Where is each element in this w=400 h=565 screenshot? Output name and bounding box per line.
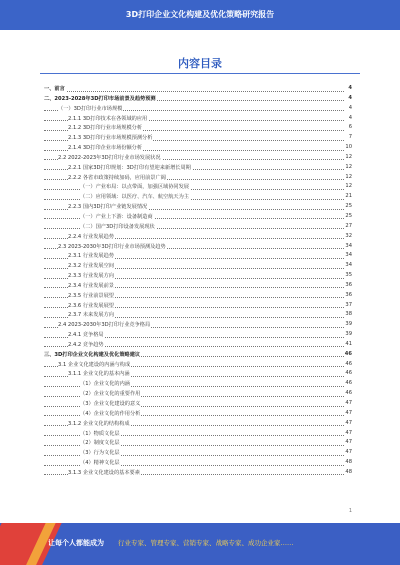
toc-entry-page: 34 [345, 242, 352, 249]
toc-entry-page: 46 [345, 380, 352, 387]
toc-entry-text: 2.2.4 行业发展趋势 [68, 233, 114, 240]
toc-entry-text: 2.3.1 行业发展趋势 [68, 253, 114, 260]
toc-entry[interactable] [44, 409, 352, 419]
toc-entry-page: 46 [345, 370, 352, 377]
toc-entry-page: 38 [345, 311, 352, 318]
toc-entry-text: 三、3D打印企业文化构建及优化策略建议 [44, 351, 141, 358]
toc-entry[interactable] [44, 281, 352, 291]
page-number: 1 [348, 508, 352, 514]
toc-entry-text: （二）国产3D打印设备发展现状 [80, 223, 155, 230]
toc-entry-text: 一、前言 [44, 86, 65, 92]
toc-entry-page: 47 [345, 449, 352, 456]
toc-entry[interactable] [44, 271, 352, 281]
toc-entry-text: （1）企业文化的内涵 [80, 381, 130, 388]
toc-entry-page: 32 [345, 232, 352, 239]
table-of-contents [44, 84, 352, 478]
toc-entry[interactable] [44, 340, 352, 350]
toc-entry[interactable] [44, 153, 352, 163]
toc-entry-text: 3.1 企业文化建设的内涵与构成 [58, 361, 131, 368]
toc-entry[interactable] [44, 104, 352, 114]
toc-entry-text: 2.1.1 3D打印技术在各领域的应用 [68, 115, 148, 122]
toc-entry-page: 47 [345, 439, 352, 446]
toc-entry[interactable] [44, 94, 352, 104]
toc-entry-page: 37 [345, 301, 352, 308]
toc-entry-text: 3.1.2 企业文化的结构构成 [68, 420, 130, 427]
toc-entry-page: 47 [345, 400, 352, 406]
toc-entry-text: 2.3.5 行业前景展望 [68, 292, 114, 299]
toc-entry-text: （3）企业文化建设的意义 [80, 401, 141, 407]
toc-entry-text: （一）产业布局：以点带面，加强区域协同发展 [80, 184, 189, 191]
toc-entry-page: 35 [345, 272, 352, 279]
toc-entry-text: （一）3D打印行业市场规模 [58, 105, 123, 112]
toc-entry-text: （4）企业文化的作用分析 [80, 410, 141, 417]
toc-entry-text: 2.3.7 未来发展方向 [68, 312, 114, 319]
toc-entry-page: 46 [345, 390, 352, 397]
toc-entry[interactable] [44, 458, 352, 468]
toc-leader-dots [44, 91, 344, 92]
toc-entry-text: 2.1.4 3D打印企业市场份额分析 [68, 145, 143, 152]
toc-entry-text: 二、2023-2028年3D打印市场前景及趋势预测 [44, 95, 156, 102]
toc-entry-text: 2.3.2 行业发展空间 [68, 263, 114, 270]
toc-entry[interactable] [44, 192, 352, 202]
toc-entry[interactable] [44, 320, 352, 330]
toc-entry-page: 27 [345, 222, 352, 229]
footer-banner [0, 523, 400, 565]
toc-entry-page: 47 [345, 429, 352, 436]
toc-entry-page: 4 [348, 85, 352, 91]
toc-entry[interactable] [44, 123, 352, 133]
toc-entry-text: 2.4.1 竞争格局 [68, 332, 104, 339]
toc-entry-page: 7 [348, 134, 352, 141]
toc-entry[interactable] [44, 448, 352, 458]
toc-entry[interactable] [44, 242, 352, 252]
toc-entry-text: 2.2 2022-2023年3D打印行业市场发展状况 [58, 154, 161, 161]
toc-entry-text: （3）行为文化层 [80, 450, 120, 457]
toc-entry-page: 4 [348, 114, 352, 121]
toc-entry-text: 2.1.2 3D打印行业市场规模分析 [68, 125, 143, 132]
toc-entry-page: 46 [345, 360, 352, 367]
toc-entry[interactable] [44, 379, 352, 389]
toc-entry[interactable] [44, 251, 352, 261]
toc-entry-text: 2.3.4 行业发展前景 [68, 282, 114, 289]
toc-entry-page: 46 [344, 350, 352, 357]
toc-entry-text: 2.2.1 国家3D打印规划：3D打印有望迎来新增长周期 [68, 164, 191, 171]
toc-entry-text: 2.3.3 行业发展方向 [68, 273, 114, 280]
toc-entry[interactable] [44, 232, 352, 242]
toc-entry-text: （二）应用领域：以医疗、汽车、航空航天为主 [80, 194, 189, 201]
toc-entry-page: 39 [345, 331, 352, 338]
report-header [0, 0, 400, 30]
toc-entry[interactable] [44, 222, 352, 232]
toc-entry[interactable] [44, 202, 352, 212]
toc-entry-page: 34 [345, 252, 352, 259]
toc-entry-text: 2.3.6 行业发展展望 [68, 302, 114, 309]
toc-entry-page: 39 [345, 321, 352, 328]
toc-entry-page: 25 [345, 203, 352, 210]
toc-entry[interactable] [44, 310, 352, 320]
toc-title: 内容目录 [178, 57, 222, 70]
toc-entry-text: （4）精神文化层 [80, 460, 120, 467]
footer-slogan: 让每个人都能成为 [48, 539, 104, 547]
toc-entry-text: 2.1.3 3D打印行业市场规模预测分析 [68, 135, 153, 142]
title-divider [40, 73, 360, 74]
toc-entry-text: （一）产业上下游：设备制造商 [80, 213, 153, 220]
toc-entry-page: 6 [348, 124, 352, 131]
report-title: 3D打印企业文化构建及优化策略研究报告 [125, 10, 275, 19]
toc-entry[interactable] [44, 163, 352, 173]
toc-entry-text: （2）企业文化的重要作用 [80, 391, 141, 398]
toc-entry[interactable] [44, 330, 352, 340]
toc-entry-text: 2.3 2023-2030年3D打印行业市场预测及趋势 [58, 243, 166, 250]
toc-entry[interactable] [44, 182, 352, 192]
toc-entry-page: 47 [345, 419, 352, 426]
toc-entry-text: （1）物质文化层 [80, 430, 120, 437]
toc-entry-page: 34 [345, 262, 352, 269]
toc-entry[interactable] [44, 468, 352, 478]
toc-entry[interactable] [44, 114, 352, 124]
toc-entry-page: 48 [345, 459, 352, 466]
toc-entry-page: 48 [345, 468, 352, 475]
toc-entry-page: 36 [345, 281, 352, 288]
toc-entry-text: （2）制度文化层 [80, 440, 120, 447]
toc-entry-page: 4 [348, 94, 352, 101]
toc-entry[interactable] [44, 212, 352, 222]
toc-entry[interactable] [44, 399, 352, 409]
toc-entry[interactable] [44, 84, 352, 94]
toc-entry-page: 36 [345, 291, 352, 298]
toc-entry[interactable] [44, 419, 352, 429]
toc-entry-page: 21 [345, 193, 352, 200]
toc-entry[interactable] [44, 173, 352, 183]
toc-entry-text: 2.4 2023-2030年3D打印行业竞争格局 [58, 322, 151, 329]
toc-entry-page: 4 [348, 104, 352, 111]
toc-entry[interactable] [44, 429, 352, 439]
toc-entry[interactable] [44, 438, 352, 448]
toc-entry-text: 2.2.2 各省市政策持续加码，应用前景广阔 [68, 174, 166, 181]
toc-entry-page: 47 [345, 409, 352, 416]
toc-entry-page: 41 [345, 340, 352, 347]
toc-entry[interactable] [44, 133, 352, 143]
toc-entry[interactable] [44, 291, 352, 301]
toc-entry[interactable] [44, 369, 352, 379]
toc-entry[interactable] [44, 350, 352, 360]
toc-entry-text: 2.4.2 竞争趋势 [68, 341, 104, 348]
toc-entry-page: 10 [345, 144, 352, 151]
toc-entry[interactable] [44, 360, 352, 370]
toc-entry[interactable] [44, 389, 352, 399]
toc-entry[interactable] [44, 261, 352, 271]
footer-roles: 行业专家、管理专家、营销专家、战略专家、成功企业家…… [118, 539, 294, 547]
toc-entry-text: 2.2.3 国内3D打印产业链发展情况 [68, 204, 148, 211]
toc-entry[interactable] [44, 301, 352, 311]
toc-entry[interactable] [44, 143, 352, 153]
toc-entry-page: 25 [345, 212, 352, 219]
toc-entry-page: 12 [345, 153, 352, 160]
toc-entry-text: 3.1.3 企业文化建设的基本要素 [68, 469, 140, 476]
toc-entry-page: 12 [345, 183, 352, 190]
toc-entry-page: 12 [345, 173, 352, 180]
toc-entry-page: 12 [345, 163, 352, 170]
toc-entry-text: 3.1.1 企业文化的基本内涵 [68, 371, 130, 378]
